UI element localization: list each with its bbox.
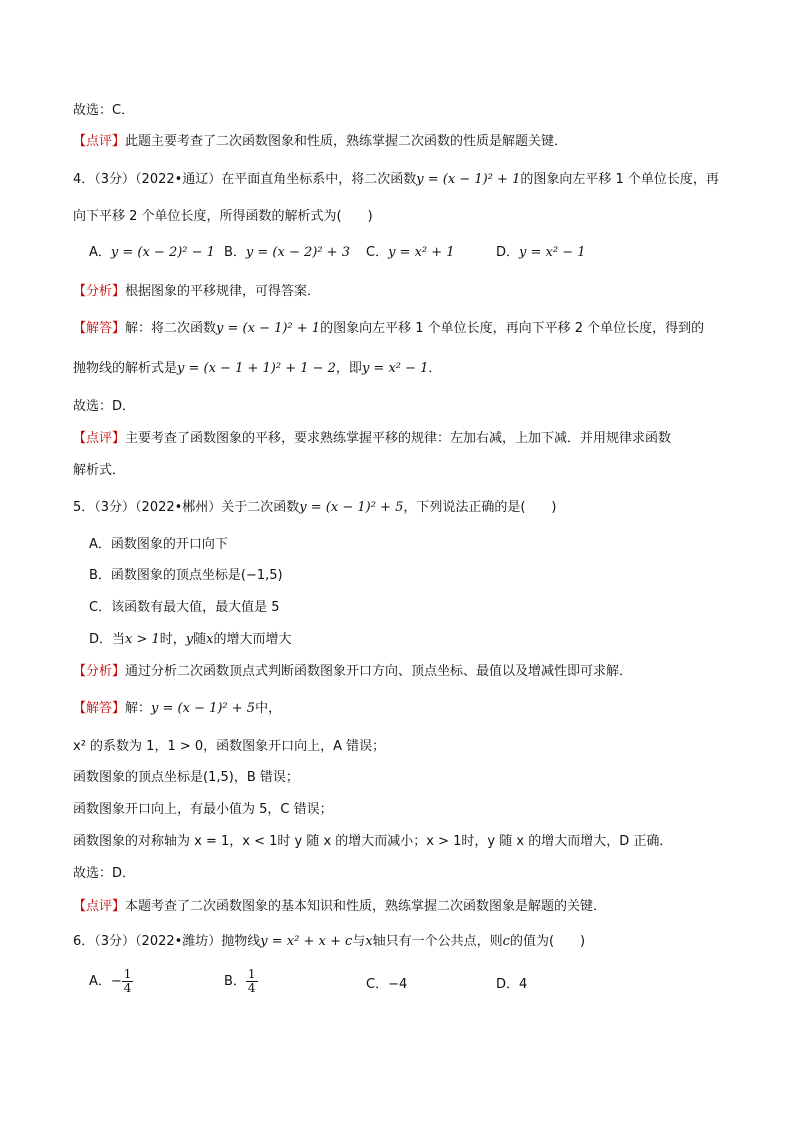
option-expr: y xyxy=(185,632,194,647)
solution-expr: y = (x − 1 + 1)² + 1 − 2 xyxy=(177,361,336,376)
question-5-analysis xyxy=(73,663,632,681)
option-expr: y = (x − 2)² − 1 xyxy=(110,245,215,260)
analysis-text: 通过分析二次函数顶点式判断函数图象开口方向、顶点坐标、最值以及增减性即可求解． xyxy=(125,664,633,679)
question-5-option-a: A．函数图象的开口向下 xyxy=(89,537,228,552)
question-4-solution-line2 xyxy=(73,360,441,378)
question-5-head: 5．（3分）（2022•郴州）关于二次函数 xyxy=(73,500,300,515)
question-5-stem xyxy=(73,499,557,517)
analysis-tag: 【分析】 xyxy=(73,284,126,299)
question-5-step-3: 函数图象开口向上，有最小值为 5，C 错误； xyxy=(73,802,333,817)
comment-text: 此题主要考查了二次函数图象和性质，熟练掌握二次函数的性质是解题关键． xyxy=(125,134,568,149)
fraction-numerator: 1 xyxy=(247,967,256,981)
comment-tag: 【点评】 xyxy=(73,431,126,446)
comment-tag: 【点评】 xyxy=(73,899,126,914)
analysis-tag: 【分析】 xyxy=(73,664,126,679)
option-label: A． xyxy=(89,245,111,260)
solution-expr: y = (x − 1)² + 5 xyxy=(151,701,256,716)
solution-tag: 【解答】 xyxy=(73,321,126,336)
question-5-comment xyxy=(73,898,606,916)
question-4-option-b xyxy=(224,244,350,262)
option-text: 的增大而增大 xyxy=(213,632,292,647)
question-5-answer: 故选：D． xyxy=(73,866,136,881)
question-6-option-a xyxy=(89,968,133,995)
comment-text: 主要考查了函数图象的平移，要求熟练掌握平移的规律：左加右减，上加下减．并用规律求函数 xyxy=(125,431,672,446)
fraction xyxy=(246,968,258,995)
question-4-tail: 的图象向左平移 1 个单位长度，再 xyxy=(520,172,719,187)
question-4-comment-line2: 解析式． xyxy=(73,463,126,478)
question-6-var: c xyxy=(502,934,510,949)
question-5-option-c: C．该函数有最大值，最大值是 5 xyxy=(89,600,280,615)
question-6-text: 与 xyxy=(352,934,366,949)
question-5-step-2: 函数图象的顶点坐标是(1,5)，B 错误； xyxy=(73,770,299,785)
solution-text: 抛物线的解析式是 xyxy=(73,361,178,376)
solution-text: ，即 xyxy=(335,361,362,376)
fraction-numerator: 1 xyxy=(123,967,132,981)
question-5-option-d xyxy=(89,631,292,649)
question-4-solution xyxy=(73,320,704,338)
solution-expr: y = (x − 1)² + 1 xyxy=(216,321,321,336)
question-6-option-d: D．4 xyxy=(496,977,528,992)
question-6-expr: y = x² + x + c xyxy=(260,934,353,949)
question-4-stem-line2: 向下平移 2 个单位长度，所得函数的解析式为( ) xyxy=(73,209,373,224)
option-label: A．− xyxy=(89,974,122,989)
comment-tag: 【点评】 xyxy=(73,134,126,149)
question-5-tail: ，下列说法正确的是( ) xyxy=(403,500,557,515)
question-6-stem xyxy=(73,933,585,951)
option-expr: y = x² − 1 xyxy=(519,245,586,260)
question-5-step-4: 函数图象的对称轴为 x = 1，x < 1时 y 随 x 的增大而减小；x > 1时，y 随 x 的增大而增大，D 正确． xyxy=(73,834,673,849)
option-expr: x > 1 xyxy=(125,632,160,647)
question-4-stem xyxy=(73,171,719,189)
question-4-option-d xyxy=(496,244,586,262)
question-5-expr: y = (x − 1)² + 5 xyxy=(299,500,404,515)
solution-text: 解：将二次函数 xyxy=(125,321,217,336)
question-6-tail: 的值为( ) xyxy=(509,934,586,949)
question-6-option-c: C．−4 xyxy=(366,977,408,992)
option-expr: y = x² + 1 xyxy=(388,245,455,260)
question-4-expr: y = (x − 1)² + 1 xyxy=(416,172,521,187)
solution-tag: 【解答】 xyxy=(73,701,126,716)
option-text: D．当 xyxy=(89,632,126,647)
option-label: D． xyxy=(496,245,520,260)
comment-text: 本题考查了二次函数图象的基本知识和性质，熟练掌握二次函数图象是解题的关键． xyxy=(125,899,607,914)
option-label: B． xyxy=(224,974,246,989)
question-4-option-a xyxy=(89,244,215,262)
analysis-text: 根据图象的平移规律，可得答案． xyxy=(125,284,321,299)
option-text: 随 xyxy=(193,632,207,647)
comment-line xyxy=(73,133,567,151)
solution-text: 中， xyxy=(255,701,282,716)
fraction xyxy=(122,968,134,995)
solution-text: 的图象向左平移 1 个单位长度，再向下平移 2 个单位长度，得到的 xyxy=(320,321,705,336)
question-5-solution xyxy=(73,700,281,718)
question-5-step-1: x² 的系数为 1，1 > 0，函数图象开口向上，A 错误； xyxy=(73,739,386,754)
solution-text: ． xyxy=(428,361,442,376)
question-6-option-b xyxy=(224,968,258,995)
fraction-denominator: 4 xyxy=(247,981,256,995)
option-label: B． xyxy=(224,245,246,260)
question-4-option-c xyxy=(366,244,455,262)
question-4-head: 4．（3分）（2022•通辽）在平面直角坐标系中，将二次函数 xyxy=(73,172,417,187)
solution-text: 解： xyxy=(125,701,152,716)
option-expr: y = (x − 2)² + 3 xyxy=(245,245,350,260)
option-text: 时， xyxy=(159,632,186,647)
question-4-answer: 故选：D． xyxy=(73,399,136,414)
question-6-head: 6．（3分）（2022•潍坊）抛物线 xyxy=(73,934,261,949)
option-expr: x xyxy=(206,632,214,647)
solution-expr: y = x² − 1 xyxy=(361,361,429,376)
question-4-analysis xyxy=(73,283,320,301)
question-6-var: x xyxy=(365,934,373,949)
question-4-comment xyxy=(73,430,671,448)
answer-line: 故选：C． xyxy=(73,103,135,118)
question-6-text: 轴只有一个公共点，则 xyxy=(372,934,503,949)
question-5-option-b: B．函数图象的顶点坐标是(−1,5) xyxy=(89,568,283,583)
option-label: C． xyxy=(366,245,389,260)
fraction-denominator: 4 xyxy=(123,981,132,995)
